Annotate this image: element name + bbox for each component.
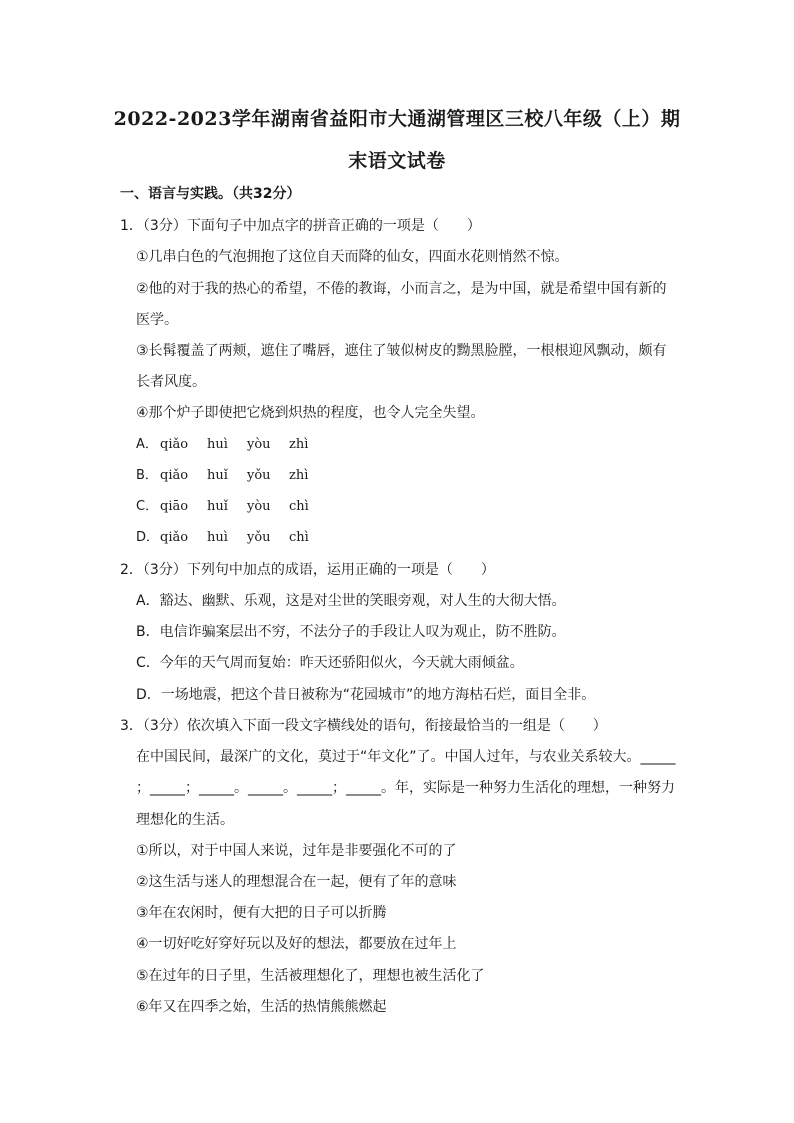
question-3-passage-line-2: ；_____；_____。_____。_____；_____。年，实际是一种努力生活化的理想，一种努力 bbox=[136, 780, 675, 796]
pinyin-4: zhì bbox=[289, 468, 309, 483]
question-3-passage-line-3: 理想化的生活。 bbox=[136, 812, 234, 828]
section-heading: 一、语言与实践。（共32分） bbox=[120, 186, 301, 202]
option-label: B． bbox=[136, 468, 158, 483]
pinyin-3: yòu bbox=[247, 499, 271, 514]
pinyin-4: chì bbox=[289, 499, 309, 514]
pinyin-2: huǐ bbox=[207, 499, 228, 514]
question-1-option-c bbox=[136, 497, 356, 517]
question-2-option-a: A．豁达、幽默、乐观，这是对尘世的笑眼旁观，对人生的大彻大悟。 bbox=[136, 593, 566, 609]
pinyin-1: qiǎo bbox=[160, 468, 189, 483]
question-1-stem: 1．（3分）下面句子中加点字的拼音正确的一项是（ ） bbox=[120, 218, 481, 234]
question-1-option-a bbox=[136, 435, 356, 455]
question-2-stem: 2．（3分）下列句中加点的成语，运用正确的一项是（ ） bbox=[120, 562, 495, 578]
question-1-sentence-2: ②他的对于我的热心的希望，不倦的教诲，小而言之，是为中国，就是希望中国有新的 bbox=[136, 281, 667, 297]
question-1-option-b bbox=[136, 466, 356, 486]
question-1-sentence-4: ④那个炉子即使把它烧到炽热的程度，也令人完全失望。 bbox=[136, 405, 485, 421]
pinyin-3: yǒu bbox=[247, 530, 271, 545]
pinyin-1: qiǎo bbox=[160, 437, 189, 452]
question-3-sentence-5: ⑤在过年的日子里，生活被理想化了，理想也被生活化了 bbox=[136, 968, 485, 984]
question-1-sentence-3: ③长髯覆盖了两颊，遮住了嘴唇，遮住了皱似树皮的黝黑脸膛，一根根迎风飘动，颇有 bbox=[136, 343, 667, 359]
question-2-option-d: D．一场地震，把这个昔日被称为“花园城市”的地方海枯石烂，面目全非。 bbox=[136, 687, 596, 703]
pinyin-3: yòu bbox=[247, 437, 271, 452]
question-3-sentence-6: ⑥年又在四季之始，生活的热情熊熊燃起 bbox=[136, 999, 387, 1015]
exam-title-line2: 末语文试卷 bbox=[348, 150, 446, 172]
pinyin-3: yǒu bbox=[247, 468, 271, 483]
question-1-option-d bbox=[136, 528, 356, 548]
pinyin-2: huǐ bbox=[207, 468, 228, 483]
pinyin-2: huì bbox=[207, 437, 228, 452]
option-label: C． bbox=[136, 499, 159, 514]
option-label: A． bbox=[136, 437, 158, 452]
question-2-option-b: B．电信诈骗案层出不穷，不法分子的手段让人叹为观止，防不胜防。 bbox=[136, 624, 566, 640]
question-3-passage-line-1: 在中国民间，最深广的文化，莫过于“年文化”了。中国人过年，与农业关系较大。_____ bbox=[136, 749, 676, 765]
question-3-sentence-2: ②这生活与迷人的理想混合在一起，便有了年的意味 bbox=[136, 874, 457, 890]
question-1-sentence-3-cont: 长者风度。 bbox=[136, 374, 206, 390]
question-3-stem: 3．（3分）依次填入下面一段文字横线处的语句，衔接最恰当的一组是（ ） bbox=[120, 718, 607, 734]
question-3-sentence-1: ①所以，对于中国人来说，过年是非要强化不可的了 bbox=[136, 843, 457, 859]
exam-title-line1: 2022-2023学年湖南省益阳市大通湖管理区三校八年级（上）期 bbox=[113, 108, 681, 130]
pinyin-1: qiāo bbox=[160, 499, 189, 514]
question-2-option-c: C．今年的天气周而复始：昨天还骄阳似火，今天就大雨倾盆。 bbox=[136, 655, 524, 671]
question-1-sentence-2-cont: 医学。 bbox=[136, 312, 178, 328]
pinyin-1: qiǎo bbox=[160, 530, 189, 545]
question-3-sentence-3: ③年在农闲时，便有大把的日子可以折腾 bbox=[136, 905, 387, 921]
question-1-sentence-1: ①几串白色的气泡拥抱了这位自天而降的仙女，四面水花则悄然不惊。 bbox=[136, 249, 569, 265]
pinyin-4: zhì bbox=[289, 437, 309, 452]
pinyin-2: huì bbox=[207, 530, 228, 545]
question-3-sentence-4: ④一切好吃好穿好玩以及好的想法，都要放在过年上 bbox=[136, 936, 457, 952]
option-label: D． bbox=[136, 530, 160, 545]
pinyin-4: chì bbox=[289, 530, 309, 545]
